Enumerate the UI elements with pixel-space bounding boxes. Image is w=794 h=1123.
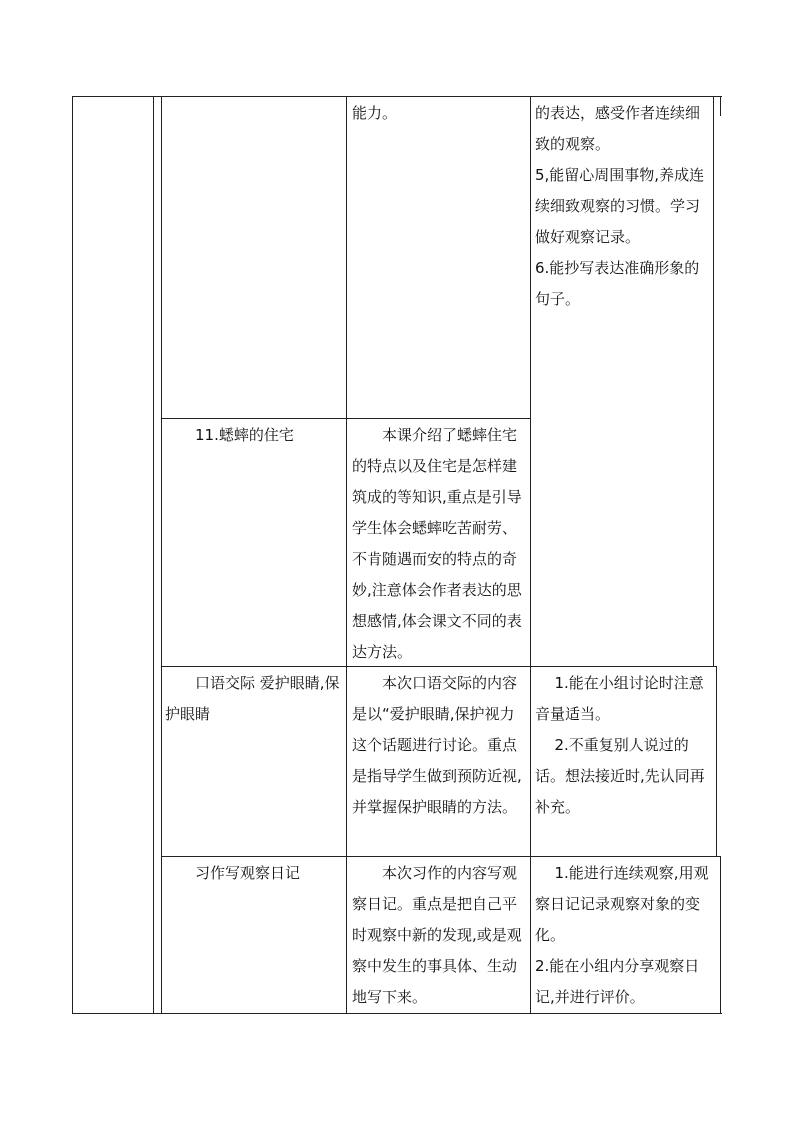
row1-content: 本课介绍了蟋蟀住宅的特点以及住宅是怎样建筑成的等知识,重点是引导学生体会蟋蟀吃苦耐劳、不肯随遇而安的特点的奇妙,注意体会作者表达的思想感情,体会课文不同的表达方法。 bbox=[352, 426, 522, 661]
row3-title: 习作写观察日记 bbox=[195, 864, 301, 882]
column-divider-3 bbox=[346, 96, 347, 1014]
row0-goals-cell bbox=[535, 98, 709, 315]
table-bottom-border bbox=[72, 1013, 722, 1014]
column-divider-1 bbox=[153, 96, 154, 1014]
row-divider-1 bbox=[161, 418, 531, 419]
right-border-bottom bbox=[720, 856, 721, 1014]
row3-title-cell bbox=[165, 858, 343, 889]
column-divider-4 bbox=[530, 96, 531, 1014]
row0-goal-3: 6.能抄写表达准确形象的句子。 bbox=[535, 259, 700, 308]
row2-goals-cell bbox=[535, 668, 711, 823]
row-divider-3 bbox=[161, 856, 721, 857]
row2-goal-2: 2.不重复别人说过的话。想法接近时,先认同再补充。 bbox=[535, 736, 705, 816]
row1-title-cell bbox=[165, 420, 343, 451]
row1-content-cell bbox=[352, 420, 524, 668]
row2-goal-1: 1.能在小组讨论时注意音量适当。 bbox=[535, 674, 704, 723]
row0-content-text: 能力。 bbox=[352, 104, 398, 122]
row3-goals-cell bbox=[535, 858, 715, 1013]
row1-title: 11.蟋蟀的住宅 bbox=[195, 426, 294, 444]
row3-goal-1: 1.能进行连续观察,用观察日记记录观察对象的变化。 bbox=[535, 864, 709, 944]
right-border-top bbox=[713, 96, 714, 666]
row2-title: 口语交际 爱护眼睛,保护眼睛 bbox=[165, 674, 340, 723]
row2-content-cell bbox=[352, 668, 524, 823]
row2-content: 本次口语交际的内容是以“爱护眼睛,保护视力这个话题进行讨论。重点是指导学生做到预防近视,并掌握保护眼睛的方法。 bbox=[352, 674, 522, 816]
table-left-border bbox=[72, 96, 73, 1014]
right-border-top-outer bbox=[720, 96, 721, 116]
row3-content: 本次习作的内容写观察日记。重点是把自己平时观察中新的发现,或是观察中发生的事具体、生动地写下来。 bbox=[352, 864, 522, 1006]
row2-title-cell bbox=[165, 668, 343, 730]
right-border-mid bbox=[716, 666, 717, 856]
row0-goal-2: 5,能留心周围事物,养成连续细致观察的习惯。学习做好观察记录。 bbox=[535, 166, 705, 246]
table-top-border bbox=[72, 96, 722, 97]
row0-goal-1: 的表达，感受作者连续细致的观察。 bbox=[535, 104, 701, 153]
row0-content-cell bbox=[352, 98, 524, 129]
row3-goal-2: 2.能在小组内分享观察日记,并进行评价。 bbox=[535, 957, 700, 1006]
row3-content-cell bbox=[352, 858, 524, 1013]
column-divider-2 bbox=[161, 96, 162, 1014]
